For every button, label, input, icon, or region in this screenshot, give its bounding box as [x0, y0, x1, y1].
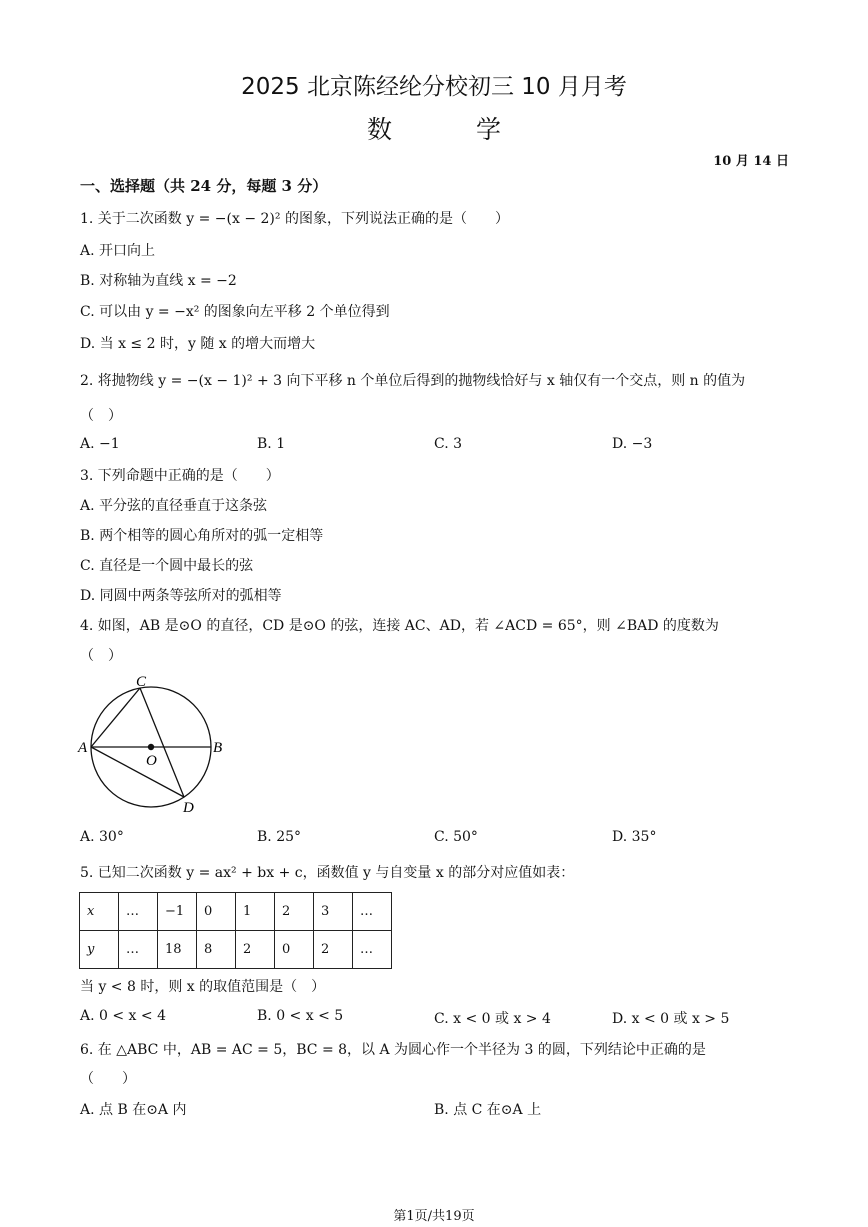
table-row — [80, 931, 392, 969]
q2-option-b: B. 1 — [257, 436, 286, 452]
q5-option-a: A. 0 < x < 4 — [80, 1008, 166, 1024]
table-cell: 18 — [158, 931, 197, 969]
table-cell: 3 — [314, 893, 353, 931]
q1-option-a: A. 开口向上 — [80, 243, 156, 259]
q4-option-d: D. 35° — [612, 829, 657, 845]
page-title: 2025 北京陈经纶分校初三 10 月月考 — [241, 74, 627, 100]
q4-paren: （ ） — [80, 648, 122, 664]
q1-option-d: D. 当 x ≤ 2 时，y 随 x 的增大而增大 — [80, 336, 316, 352]
q5-condition: 当 y < 8 时，则 x 的取值范围是（ ） — [80, 979, 326, 995]
q3-option-c: C. 直径是一个圆中最长的弦 — [80, 558, 254, 574]
q2-paren: （ ） — [80, 408, 122, 424]
q5-stem: 5. 已知二次函数 y = ax² + bx + c，函数值 y 与自变量 x 的部分对应值如表： — [80, 865, 575, 881]
q5-option-c: C. x < 0 或 x > 4 — [434, 1011, 551, 1027]
exam-date: 10 月 14 日 — [713, 154, 789, 169]
page-footer: 第1页/共19页 — [393, 1209, 475, 1224]
q3-stem: 3. 下列命题中正确的是（ ） — [80, 468, 280, 484]
q1-option-c: C. 可以由 y = −x² 的图象向左平移 2 个单位得到 — [80, 304, 390, 320]
chord-ad — [91, 747, 184, 797]
q2-option-c: C. 3 — [434, 436, 463, 452]
table-cell: y — [80, 931, 119, 969]
table-cell: 8 — [197, 931, 236, 969]
q6-stem: 6. 在 △ABC 中，AB = AC = 5，BC = 8，以 A 为圆心作一个半径为 3 的圆，下列结论中正确的是 — [80, 1042, 706, 1058]
center-point — [148, 744, 154, 750]
label-c: C — [136, 674, 147, 690]
table-cell: … — [119, 893, 158, 931]
q2-stem: 2. 将抛物线 y = −(x − 1)² + 3 向下平移 n 个单位后得到的抛物线恰好与 x 轴仅有一个交点，则 n 的值为 — [80, 373, 746, 389]
q3-option-d: D. 同圆中两条等弦所对的弧相等 — [80, 588, 282, 604]
table-cell: 0 — [275, 931, 314, 969]
label-b: B — [213, 740, 223, 756]
table-cell: … — [353, 931, 392, 969]
q3-option-b: B. 两个相等的圆心角所对的弧一定相等 — [80, 528, 324, 544]
table-cell: … — [119, 931, 158, 969]
chord-cd — [140, 688, 184, 797]
q4-option-c: C. 50° — [434, 829, 478, 845]
subject-title: 数 学 — [367, 115, 539, 144]
q6-option-b: B. 点 C 在⊙A 上 — [434, 1102, 542, 1118]
label-d: D — [183, 800, 194, 816]
q1-stem: 1. 关于二次函数 y = −(x − 2)² 的图象，下列说法正确的是（ ） — [80, 211, 509, 227]
circle-diagram — [76, 672, 236, 820]
section-heading: 一、选择题（共 24 分，每题 3 分） — [80, 177, 328, 195]
q3-option-a: A. 平分弦的直径垂直于这条弦 — [80, 498, 268, 514]
table-cell: 2 — [314, 931, 353, 969]
table-cell: x — [80, 893, 119, 931]
q4-stem: 4. 如图，AB 是⊙O 的直径，CD 是⊙O 的弦，连接 AC、AD，若 ∠ACD = 65°，则 ∠BAD 的度数为 — [80, 618, 719, 634]
q1-option-b: B. 对称轴为直线 x = −2 — [80, 273, 237, 289]
table-cell: 2 — [236, 931, 275, 969]
q5-option-b: B. 0 < x < 5 — [257, 1008, 344, 1024]
q2-option-a: A. −1 — [80, 436, 120, 452]
table-cell: −1 — [158, 893, 197, 931]
q5-value-table — [79, 892, 392, 969]
table-cell: 0 — [197, 893, 236, 931]
q6-option-a: A. 点 B 在⊙A 内 — [80, 1102, 187, 1118]
q4-option-a: A. 30° — [80, 829, 124, 845]
table-cell: 2 — [275, 893, 314, 931]
label-a: A — [78, 740, 88, 756]
q4-option-b: B. 25° — [257, 829, 302, 845]
q6-paren: （ ） — [80, 1071, 136, 1087]
label-o: O — [146, 753, 157, 769]
table-row — [80, 893, 392, 931]
table-cell: 1 — [236, 893, 275, 931]
table-cell: … — [353, 893, 392, 931]
q2-option-d: D. −3 — [612, 436, 653, 452]
q5-option-d: D. x < 0 或 x > 5 — [612, 1011, 730, 1027]
